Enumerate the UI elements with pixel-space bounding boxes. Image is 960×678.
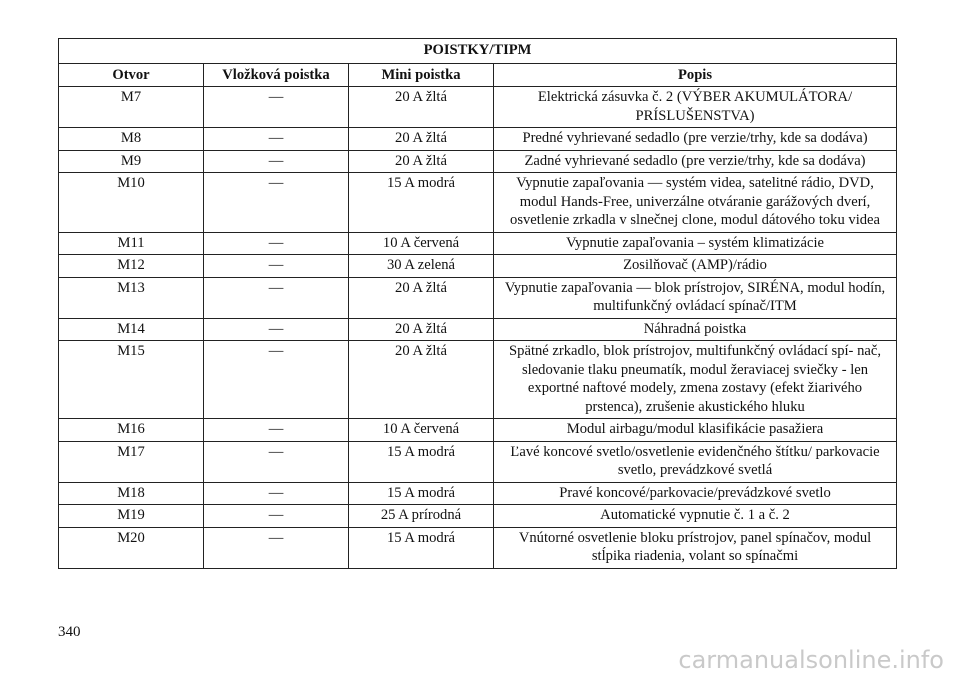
cell-mini-poistka: 20 A žltá xyxy=(349,128,494,151)
table-body xyxy=(59,87,897,569)
cell-popis: Zosilňovač (AMP)/rádio xyxy=(494,255,897,278)
cell-otvor: M18 xyxy=(59,482,204,505)
table-row xyxy=(59,441,897,482)
cell-mini-poistka: 20 A žltá xyxy=(349,277,494,318)
cell-otvor: M20 xyxy=(59,527,204,568)
cell-mini-poistka: 20 A žltá xyxy=(349,318,494,341)
cell-popis: Zadné vyhrievané sedadlo (pre verzie/trhy, kde sa dodáva) xyxy=(494,150,897,173)
cell-otvor: M9 xyxy=(59,150,204,173)
column-header-popis: Popis xyxy=(494,63,897,87)
cell-popis: Spätné zrkadlo, blok prístrojov, multifunkčný ovládací spí- nač, sledovanie tlaku pneumatík, modul žeraviacej sviečky - len exportné naftové modely, zmena zostavy (efekt žiarivého prstenca), zrušenie akustického hluku xyxy=(494,341,897,419)
fuse-table-container xyxy=(58,38,896,569)
cell-mini-poistka: 15 A modrá xyxy=(349,173,494,233)
cell-mini-poistka: 20 A žltá xyxy=(349,150,494,173)
cell-vlozkova-poistka: — xyxy=(204,173,349,233)
cell-vlozkova-poistka: — xyxy=(204,441,349,482)
table-row xyxy=(59,318,897,341)
cell-vlozkova-poistka: — xyxy=(204,318,349,341)
cell-otvor: M19 xyxy=(59,505,204,528)
cell-popis: Náhradná poistka xyxy=(494,318,897,341)
cell-vlozkova-poistka: — xyxy=(204,255,349,278)
cell-popis: Vypnutie zapaľovania — systém videa, satelitné rádio, DVD, modul Hands-Free, univerzálne otváranie garážových dverí, osvetlenie zrkadla v slnečnej clone, modul dátového toku videa xyxy=(494,173,897,233)
table-row xyxy=(59,527,897,568)
cell-popis: Predné vyhrievané sedadlo (pre verzie/trhy, kde sa dodáva) xyxy=(494,128,897,151)
cell-mini-poistka: 20 A žltá xyxy=(349,341,494,419)
cell-vlozkova-poistka: — xyxy=(204,232,349,255)
cell-vlozkova-poistka: — xyxy=(204,527,349,568)
cell-otvor: M7 xyxy=(59,87,204,128)
cell-otvor: M13 xyxy=(59,277,204,318)
cell-vlozkova-poistka: — xyxy=(204,482,349,505)
cell-mini-poistka: 10 A červená xyxy=(349,419,494,442)
table-row xyxy=(59,505,897,528)
cell-vlozkova-poistka: — xyxy=(204,277,349,318)
cell-otvor: M8 xyxy=(59,128,204,151)
cell-vlozkova-poistka: — xyxy=(204,505,349,528)
table-row xyxy=(59,232,897,255)
cell-popis: Pravé koncové/parkovacie/prevádzkové svetlo xyxy=(494,482,897,505)
cell-mini-poistka: 15 A modrá xyxy=(349,527,494,568)
cell-otvor: M16 xyxy=(59,419,204,442)
cell-mini-poistka: 10 A červená xyxy=(349,232,494,255)
cell-vlozkova-poistka: — xyxy=(204,419,349,442)
page-number: 340 xyxy=(58,624,81,640)
table-row xyxy=(59,419,897,442)
cell-otvor: M11 xyxy=(59,232,204,255)
cell-popis: Vnútorné osvetlenie bloku prístrojov, panel spínačov, modul stĺpika riadenia, volant so spínačmi xyxy=(494,527,897,568)
cell-popis: Vypnutie zapaľovania – systém klimatizácie xyxy=(494,232,897,255)
cell-popis: Ľavé koncové svetlo/osvetlenie evidenčného štítku/ parkovacie svetlo, prevádzkové svetlá xyxy=(494,441,897,482)
cell-otvor: M15 xyxy=(59,341,204,419)
table-row xyxy=(59,341,897,419)
cell-otvor: M10 xyxy=(59,173,204,233)
cell-popis: Elektrická zásuvka č. 2 (VÝBER AKUMULÁTORA/ PRÍSLUŠENSTVA) xyxy=(494,87,897,128)
cell-vlozkova-poistka: — xyxy=(204,341,349,419)
cell-vlozkova-poistka: — xyxy=(204,87,349,128)
table-row xyxy=(59,150,897,173)
cell-otvor: M17 xyxy=(59,441,204,482)
cell-vlozkova-poistka: — xyxy=(204,150,349,173)
cell-mini-poistka: 25 A prírodná xyxy=(349,505,494,528)
table-row xyxy=(59,277,897,318)
cell-mini-poistka: 15 A modrá xyxy=(349,482,494,505)
cell-mini-poistka: 30 A zelená xyxy=(349,255,494,278)
table-row xyxy=(59,173,897,233)
table-row xyxy=(59,128,897,151)
table-title: POISTKY/TIPM xyxy=(59,39,897,64)
table-row xyxy=(59,87,897,128)
cell-vlozkova-poistka: — xyxy=(204,128,349,151)
cell-mini-poistka: 20 A žltá xyxy=(349,87,494,128)
cell-mini-poistka: 15 A modrá xyxy=(349,441,494,482)
column-header-otvor: Otvor xyxy=(59,63,204,87)
cell-otvor: M12 xyxy=(59,255,204,278)
table-row xyxy=(59,482,897,505)
cell-popis: Automatické vypnutie č. 1 a č. 2 xyxy=(494,505,897,528)
fuse-table xyxy=(58,38,897,569)
table-row xyxy=(59,255,897,278)
cell-popis: Vypnutie zapaľovania — blok prístrojov, SIRÉNA, modul hodín, multifunkčný ovládací spínač/ITM xyxy=(494,277,897,318)
column-header-vlozkova-poistka: Vložková poistka xyxy=(204,63,349,87)
cell-popis: Modul airbagu/modul klasifikácie pasažiera xyxy=(494,419,897,442)
column-header-mini-poistka: Mini poistka xyxy=(349,63,494,87)
watermark: carmanualsonline.info xyxy=(678,646,944,674)
cell-otvor: M14 xyxy=(59,318,204,341)
